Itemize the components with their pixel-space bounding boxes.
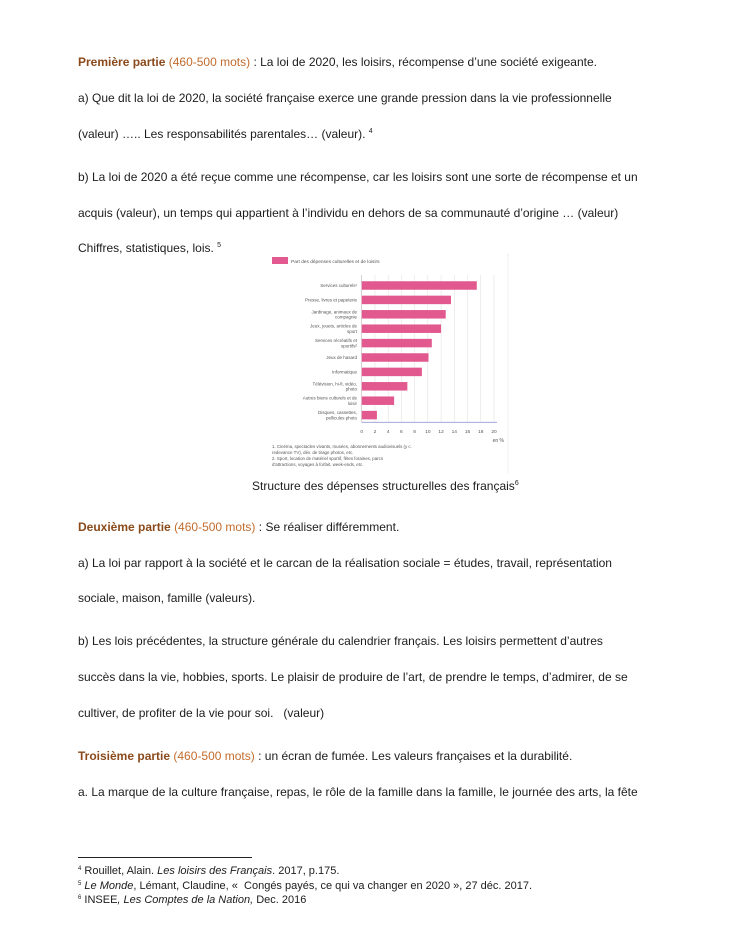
footnote-text: Rouillet, Alain. — [81, 865, 158, 877]
spending-bar-chart — [268, 253, 510, 473]
part2-word-count: (460-500 mots) — [174, 520, 256, 534]
footnote-title: , Les Comptes de la Nation, — [117, 894, 254, 906]
category-label: Disques, cassettes, pellicules photo — [317, 410, 357, 421]
category-label: Jeux, jouets, articles de sport — [309, 323, 357, 334]
footnote-number: 5 — [78, 881, 82, 887]
footnote-separator — [78, 857, 252, 858]
part3-a-line-1: a. La marque de la culture française, repas, le rôle de la famille dans la famille, le journée des arts, la fête — [78, 785, 638, 799]
footnote-title: Le Monde — [84, 880, 134, 892]
part2-title: Deuxième partie — [78, 520, 171, 534]
footnote-number: 6 — [78, 895, 82, 901]
part1-b-line-1: b) La loi de 2020 a été reçue comme une récompense, car les loisirs sont une sorte de récompense et un — [78, 170, 638, 184]
x-tick-label: 2 — [373, 430, 377, 435]
bar — [362, 296, 451, 305]
legend-label: Part des dépenses culturelles et de loisirs — [291, 259, 380, 265]
part3-heading — [78, 749, 572, 763]
chart-note-line: 1. Cinéma, spectacles vivants, musées, abonnements audiovisuels (y c. — [272, 444, 412, 449]
footnote-ref-4[interactable]: 4 — [368, 128, 373, 135]
bar — [362, 353, 429, 362]
bar — [362, 324, 441, 333]
footnote-text: INSEE — [81, 894, 118, 906]
bar — [362, 382, 408, 391]
category-label: Jardinage, animaux de compagnie — [311, 309, 357, 320]
legend-swatch — [272, 257, 288, 264]
part2-subtitle: : Se réaliser différemment. — [255, 520, 400, 534]
x-tick-label: 12 — [438, 430, 444, 435]
x-tick-label: 18 — [478, 430, 484, 435]
category-label: Services récréatifs et sportifs² — [314, 338, 357, 349]
footnote-5 — [78, 880, 532, 893]
part1-subtitle: : La loi de 2020, les loisirs, récompense d’une société exigeante. — [250, 55, 597, 69]
footnote-text: Dec. 2016 — [253, 894, 307, 906]
chart-x-ticks — [360, 429, 497, 435]
part2-a-line-1: a) La loi par rapport à la société et le carcan de la réalisation sociale = études, travail, représentation — [78, 556, 612, 570]
part2-b-line-1: b) Les lois précédentes, la structure générale du calendrier français. Les loisirs permettent d’autres — [78, 634, 603, 648]
category-label: Presse, livres et papeterie — [304, 297, 357, 303]
bar — [362, 396, 394, 405]
x-axis-unit-label: en % — [492, 438, 504, 444]
chart-notes — [272, 444, 412, 467]
footnote-title: Les loisirs des Français — [157, 865, 273, 877]
footnote-text: , Lémant, Claudine, « Congés payés, ce qui va changer en 2020 », 27 déc. 2017. — [133, 880, 533, 892]
part2-b-line-2: succès dans la vie, hobbies, sports. Le plaisir de produire de l’art, de prendre le temps, d’admirer, de se — [78, 670, 628, 684]
part2-a-line-2: sociale, maison, famille (valeurs). — [78, 591, 256, 605]
chart-bars — [362, 281, 477, 419]
part1-heading — [78, 55, 597, 69]
x-tick-label: 8 — [413, 430, 416, 435]
part3-title: Troisième partie — [78, 749, 171, 763]
part1-a-line-1: a) Que dit la loi de 2020, la société française exerce une grande pression dans la vie professionnelle — [78, 91, 612, 105]
part1-a-line-2 — [78, 127, 373, 141]
chart-note-line: redevance TV), dév. de tirage photos, etc. — [272, 450, 354, 455]
footnote-4 — [78, 865, 339, 878]
footnote-number: 4 — [78, 866, 82, 872]
figure-caption-text: Structure des dépenses structurelles des français — [252, 479, 515, 493]
part2-heading — [78, 520, 399, 534]
category-label: Télévision, hi-fi, vidéo, photo — [312, 381, 357, 392]
x-tick-label: 0 — [360, 430, 364, 435]
part1-b-line-3 — [78, 241, 221, 255]
x-tick-label: 6 — [400, 430, 403, 435]
category-label: Autres biens culturels et de loisir — [302, 395, 357, 406]
part2-b-line-3: cultiver, de profiter de la vie pour soi. (valeur) — [78, 706, 325, 720]
footnote-text: . 2017, p.175. — [272, 865, 340, 877]
part1-title: Première partie — [78, 55, 166, 69]
x-tick-label: 10 — [425, 430, 431, 435]
bar — [362, 281, 477, 290]
x-tick-label: 4 — [386, 430, 390, 435]
category-label: Jeux de hasard — [326, 355, 357, 361]
x-tick-label: 16 — [464, 430, 471, 435]
figure-caption — [252, 479, 519, 493]
chart-note-line: d'attractions, voyages à forfait, week-ends, etc. — [272, 462, 364, 467]
part3-subtitle: : un écran de fumée. Les valeurs françaises et la durabilité. — [254, 749, 573, 763]
chart-category-labels — [303, 283, 358, 420]
category-label: Informatique — [331, 369, 357, 375]
part1-b-text: Chiffres, statistiques, lois. — [78, 241, 218, 255]
category-label: Services culturels¹ — [320, 283, 357, 289]
part1-b-line-2: acquis (valeur), un temps qui appartient à l’individu en dehors de sa communauté d’origine … (valeur) — [78, 206, 619, 220]
footnote-ref-5[interactable]: 5 — [217, 242, 222, 249]
x-tick-label: 14 — [451, 430, 457, 435]
footnote-ref-6[interactable]: 6 — [514, 480, 519, 487]
part1-a-text: (valeur) ….. Les responsabilités parentales… (valeur). — [78, 127, 369, 141]
part3-word-count: (460-500 mots) — [173, 749, 255, 763]
footnote-6 — [78, 894, 306, 907]
x-tick-label: 20 — [491, 430, 497, 435]
part1-word-count: (460-500 mots) — [168, 55, 251, 69]
bar — [362, 339, 432, 348]
bar — [362, 368, 422, 377]
chart-note-line: 2. Sport, location de matériel sportif, fêtes foraines, parcs — [272, 456, 384, 461]
bar — [362, 411, 377, 420]
bar — [362, 310, 446, 319]
